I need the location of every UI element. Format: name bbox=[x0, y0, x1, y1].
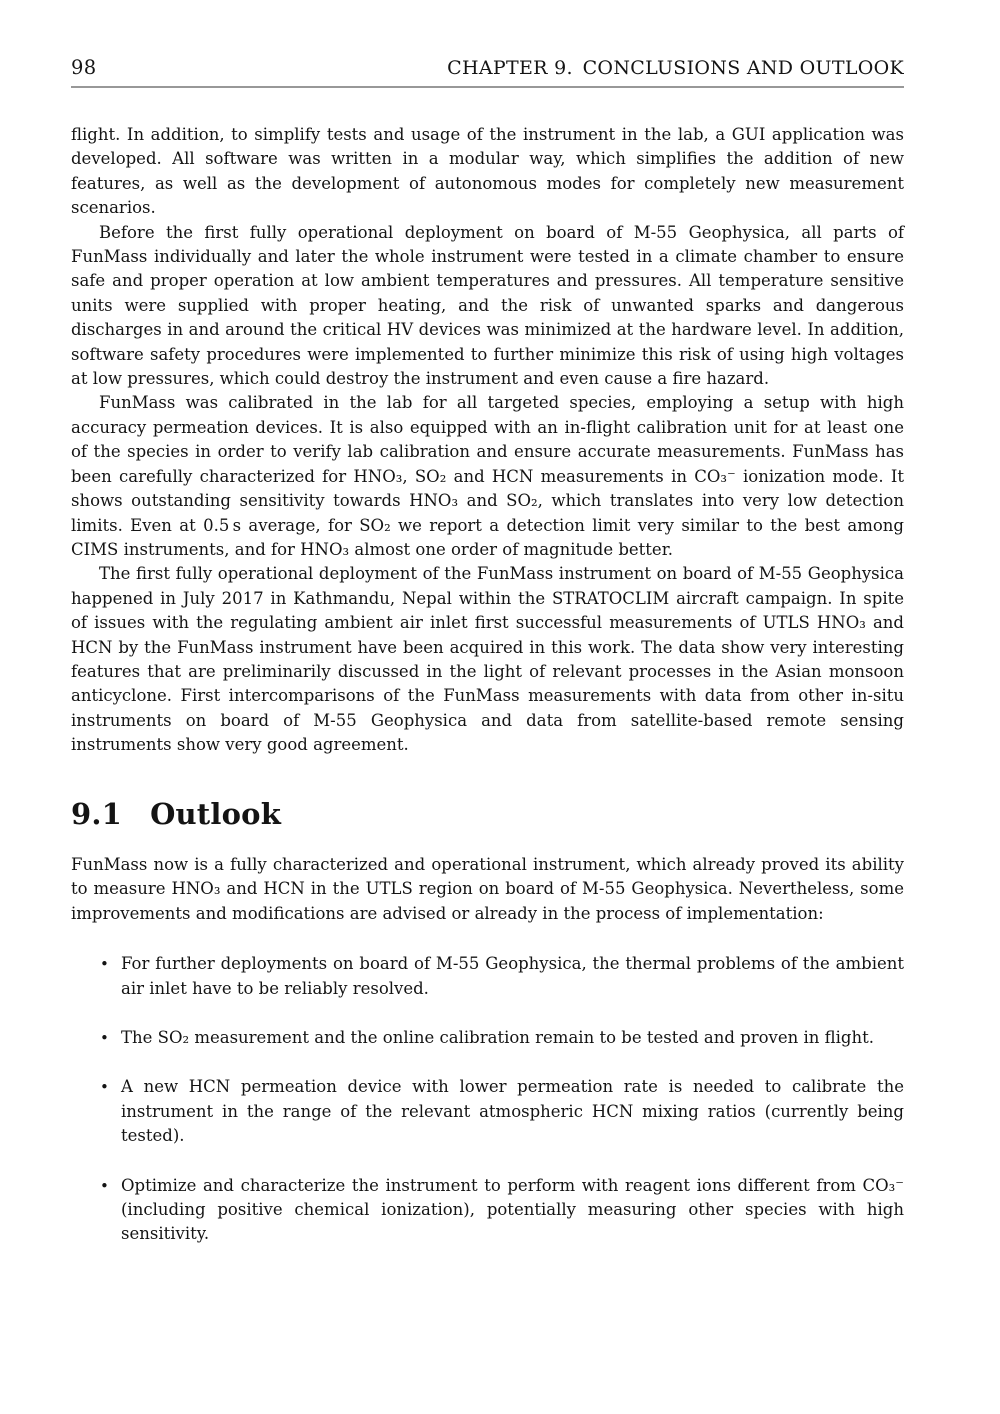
list-item bbox=[100, 1075, 904, 1148]
chapter-header: CHAPTER 9. CONCLUSIONS AND OUTLOOK bbox=[447, 57, 904, 79]
bullet-text: Optimize and characterize the instrument to perform with reagent ions different from CO₃⁻ (including positive chemical ionization), potentially measuring other species with high sensitivity. bbox=[121, 1175, 904, 1244]
paragraph: Before the first fully operational deployment on board of M-55 Geophysica, all parts of FunMass individually and later the whole instrument were tested in a climate chamber to ensure safe and proper operation at low ambient temperatures and pressures. All temperature sensitive units were supplied with proper heating, and the risk of unwanted sparks and dangerous discharges in and around the critical HV devices was minimized at the hardware level. In addition, software safety procedures were implemented to further minimize this risk of using high voltages at low pressures, which could destroy the instrument and even cause a fire hazard. bbox=[71, 222, 904, 389]
bullet-icon: • bbox=[100, 1029, 109, 1047]
paragraph: FunMass was calibrated in the lab for all targeted species, employing a setup with high accuracy permeation devices. It is also equipped with an in-flight calibration unit for at least one of the species in order to verify lab calibration and ensure accurate measurements. FunMass has been carefully characterized for HNO₃, SO₂ and HCN measurements in CO₃⁻ ionization mode. It shows outstanding sensitivity towards HNO₃ and SO₂, which translates into very low detection limits. Even at 0.5 s average, for SO₂ we report a detection limit very similar to the best among CIMS instruments, and for HNO₃ almost one order of magnitude better. bbox=[71, 393, 904, 559]
bullet-text: For further deployments on board of M-55 Geophysica, the thermal problems of the ambient air inlet have to be reliably resolved. bbox=[121, 954, 904, 998]
section-heading bbox=[71, 796, 904, 831]
list-item bbox=[100, 1026, 904, 1050]
list-item bbox=[100, 1174, 904, 1247]
list-item bbox=[100, 952, 904, 1001]
bullet-text: A new HCN permeation device with lower permeation rate is needed to calibrate the instrument in the range of the relevant atmospheric HCN mixing ratios (currently being tested). bbox=[121, 1077, 904, 1146]
page-header bbox=[71, 56, 904, 88]
paragraph: FunMass now is a fully characterized and operational instrument, which already proved its ability to measure HNO₃ and HCN in the UTLS region on board of M-55 Geophysica. Nevertheless, some improvements and modifications are advised or already in the process of implementation: bbox=[71, 854, 904, 923]
bullet-list bbox=[71, 952, 904, 1247]
section-number: 9.1 bbox=[71, 796, 123, 831]
bullet-text: The SO₂ measurement and the online calibration remain to be tested and proven in flight. bbox=[121, 1028, 874, 1047]
paragraph: The first fully operational deployment of the FunMass instrument on board of M-55 Geophysica happened in July 2017 in Kathmandu, Nepal within the STRATOCLIM aircraft campaign. In spite of issues with the regulating ambient air inlet first successful measurements of UTLS HNO₃ and HCN by the FunMass instrument have been acquired in this work. The data show very interesting features that are preliminarily discussed in the light of relevant processes in the Asian monsoon anticyclone. First intercomparisons of the FunMass measurements with data from other in-situ instruments on board of M-55 Geophysica and data from satellite-based remote sensing instruments show very good agreement. bbox=[71, 564, 904, 755]
bullet-icon: • bbox=[100, 1176, 109, 1195]
page-number: 98 bbox=[71, 56, 97, 79]
bullet-icon: • bbox=[100, 955, 109, 974]
body-text bbox=[71, 123, 904, 1247]
paragraph: flight. In addition, to simplify tests and usage of the instrument in the lab, a GUI application was developed. All software was written in a modular way, which simplifies the addition of new features, as well as the development of autonomous modes for completely new measurement scenarios. bbox=[71, 125, 904, 218]
bullet-icon: • bbox=[100, 1078, 109, 1097]
section-title: Outlook bbox=[150, 796, 281, 831]
